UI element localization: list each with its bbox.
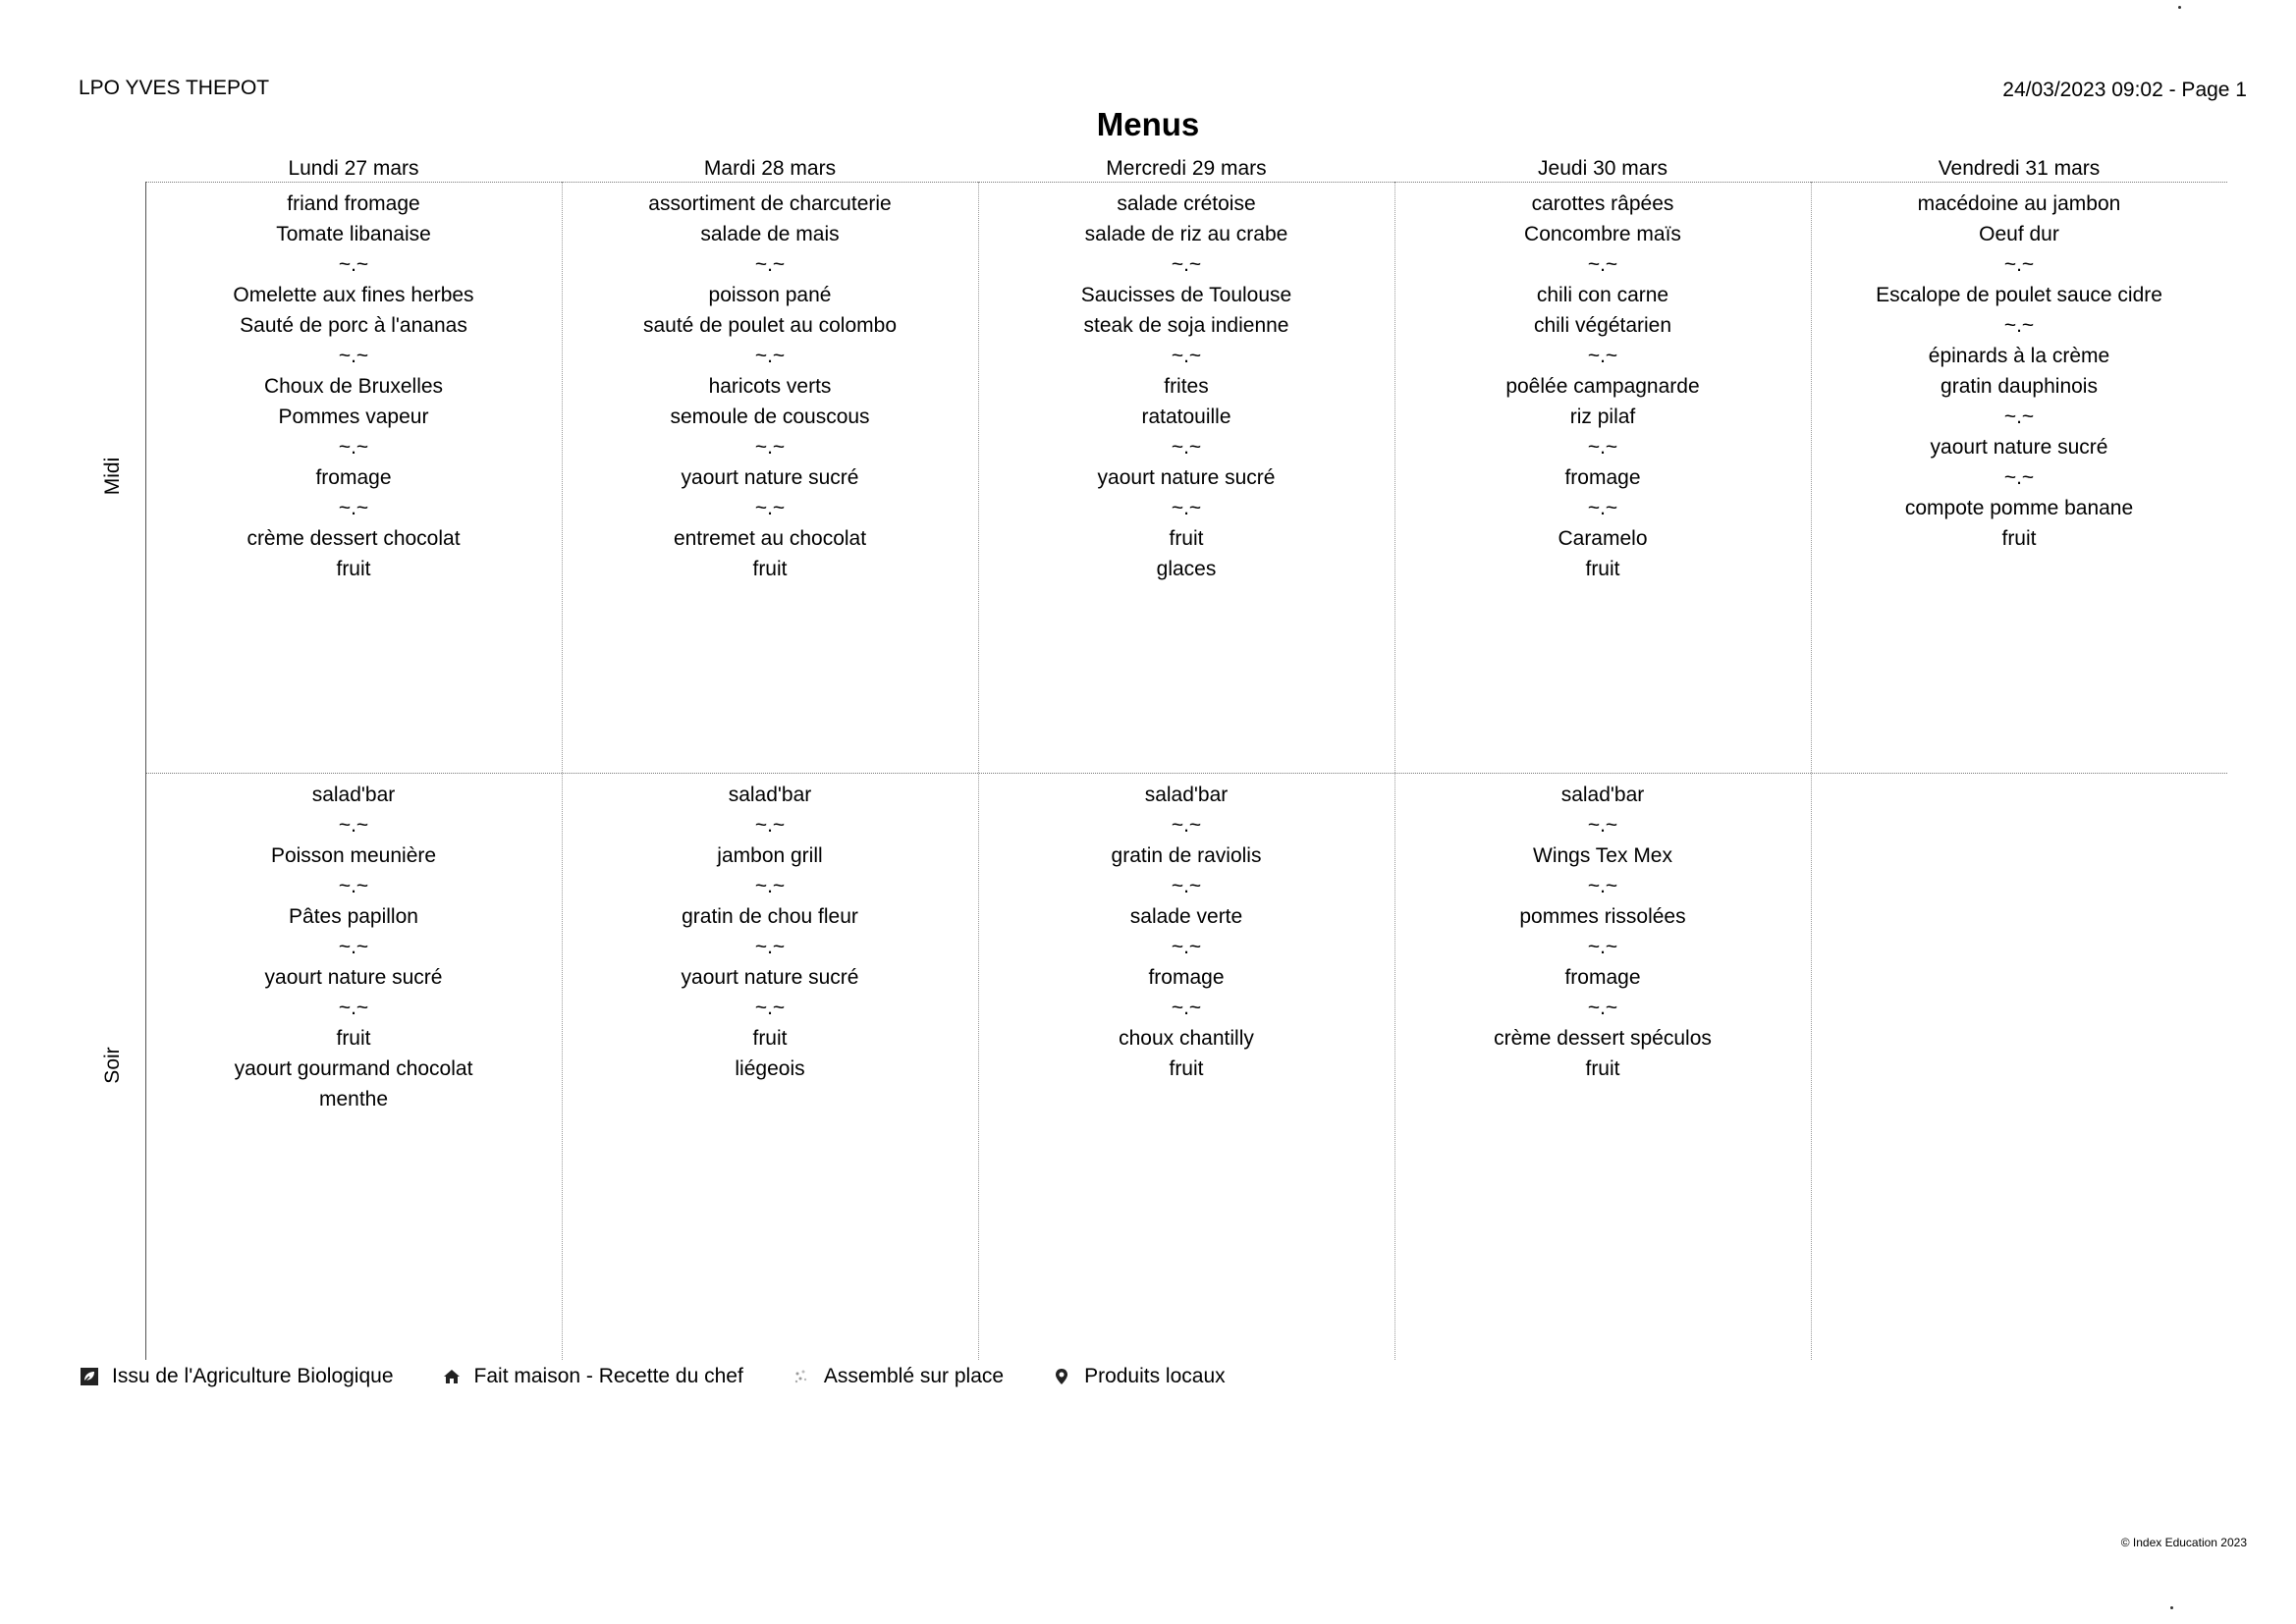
header-divider [145, 182, 2227, 183]
menu-item: épinards à la crème [1928, 345, 2110, 367]
menu-item: salade verte [1129, 905, 1243, 928]
menu-item: carottes râpées [1531, 192, 1674, 215]
menu-item: Tomate libanaise [276, 223, 431, 245]
course-separator: ~.~ [1587, 436, 1618, 459]
legend-label-organic: Issu de l'Agriculture Biologique [112, 1365, 394, 1387]
menu-item: choux chantilly [1119, 1027, 1254, 1050]
menu-item: entremet au chocolat [673, 527, 867, 550]
course-separator: ~.~ [2003, 253, 2035, 276]
course-separator: ~.~ [754, 345, 786, 367]
course-separator: ~.~ [1587, 497, 1618, 519]
course-separator: ~.~ [1171, 497, 1202, 519]
menu-item: jambon grill [717, 844, 823, 867]
course-separator: ~.~ [1587, 936, 1618, 958]
menu-item: Saucisses de Toulouse [1080, 284, 1292, 306]
course-separator: ~.~ [2003, 314, 2035, 337]
course-separator: ~.~ [1171, 814, 1202, 837]
menu-item: gratin dauphinois [1941, 375, 2098, 398]
menu-item: salad'bar [311, 784, 396, 806]
menu-item: fruit [752, 1027, 788, 1050]
menu-item: yaourt gourmand chocolat [234, 1057, 473, 1080]
course-separator: ~.~ [1171, 345, 1202, 367]
day-header-wednesday: Mercredi 29 mars [1106, 157, 1267, 180]
menu-item: semoule de couscous [670, 406, 870, 428]
course-separator: ~.~ [754, 436, 786, 459]
menu-item: salad'bar [1560, 784, 1645, 806]
course-separator: ~.~ [338, 936, 369, 958]
meal-label-midi: Midi [101, 457, 124, 496]
menu-item: salade de riz au crabe [1084, 223, 1288, 245]
legend-label-homemade: Fait maison - Recette du chef [473, 1365, 743, 1387]
menu-item: Wings Tex Mex [1533, 844, 1672, 867]
menu-item: salad'bar [1144, 784, 1229, 806]
course-separator: ~.~ [1587, 814, 1618, 837]
menu-item: riz pilaf [1569, 406, 1636, 428]
school-name: LPO YVES THEPOT [79, 77, 270, 99]
legend-item-organic [79, 1365, 394, 1388]
legend-item-assembled [791, 1365, 1004, 1388]
legend-label-local: Produits locaux [1084, 1365, 1226, 1387]
menu-item: crème dessert chocolat [246, 527, 461, 550]
course-separator: ~.~ [754, 253, 786, 276]
midi-menu-monday [145, 189, 562, 584]
day-header-tuesday: Mardi 28 mars [703, 157, 837, 180]
soir-menu-wednesday [978, 780, 1394, 1084]
course-separator: ~.~ [754, 936, 786, 958]
meal-label-soir: Soir [101, 1047, 124, 1084]
location-pin-icon [1051, 1366, 1072, 1387]
soir-menu-tuesday [562, 780, 978, 1084]
course-separator: ~.~ [1171, 875, 1202, 897]
scan-speck [2178, 6, 2181, 9]
menu-item: yaourt nature sucré [264, 966, 443, 989]
soir-menu-thursday [1394, 780, 1811, 1084]
menu-item: macédoine au jambon [1917, 192, 2121, 215]
organic-icon [79, 1366, 100, 1387]
course-separator: ~.~ [2003, 406, 2035, 428]
day-header-thursday: Jeudi 30 mars [1538, 157, 1667, 180]
soir-menu-monday [145, 780, 562, 1114]
page-info: 24/03/2023 09:02 - Page 1 [2002, 79, 2247, 101]
menu-item: compote pomme banane [1904, 497, 2134, 519]
house-icon [441, 1366, 463, 1387]
menu-item: Pommes vapeur [278, 406, 429, 428]
menu-item: fruit [1585, 558, 1620, 580]
menu-item: liégeois [735, 1057, 805, 1080]
menu-item: yaourt nature sucré [1930, 436, 2108, 459]
menu-item: Choux de Bruxelles [263, 375, 444, 398]
menu-item: chili végétarien [1533, 314, 1672, 337]
day-header-monday: Lundi 27 mars [288, 157, 419, 180]
day-header-friday: Vendredi 31 mars [1938, 157, 2101, 180]
menu-item: fruit [1585, 1057, 1620, 1080]
menu-item: yaourt nature sucré [681, 466, 859, 489]
course-separator: ~.~ [1587, 997, 1618, 1019]
midi-menu-friday [1811, 189, 2227, 554]
copyright: © Index Education 2023 [2120, 1536, 2247, 1549]
menu-item: salade crétoise [1117, 192, 1256, 215]
menu-item: fromage [315, 466, 392, 489]
menu-item: Poisson meunière [270, 844, 437, 867]
legend [79, 1365, 1273, 1388]
course-separator: ~.~ [338, 875, 369, 897]
menu-item: menthe [318, 1088, 389, 1110]
midi-menu-wednesday [978, 189, 1394, 584]
menu-item: Escalope de poulet sauce cidre [1876, 284, 2162, 306]
menu-item: Concombre maïs [1524, 223, 1681, 245]
midi-menu-thursday [1394, 189, 1811, 584]
course-separator: ~.~ [338, 814, 369, 837]
menu-item: fromage [1148, 966, 1225, 989]
course-separator: ~.~ [338, 345, 369, 367]
menu-item: gratin de raviolis [1111, 844, 1262, 867]
menu-item: friand fromage [287, 192, 420, 215]
midi-menu-tuesday [562, 189, 978, 584]
course-separator: ~.~ [1171, 253, 1202, 276]
course-separator: ~.~ [1587, 875, 1618, 897]
legend-item-local [1051, 1365, 1226, 1388]
course-separator: ~.~ [754, 997, 786, 1019]
course-separator: ~.~ [338, 497, 369, 519]
menu-item: Sauté de porc à l'ananas [240, 314, 467, 337]
menu-item: fruit [1169, 527, 1204, 550]
legend-label-assembled: Assemblé sur place [823, 1365, 1005, 1387]
menu-item: fromage [1564, 466, 1641, 489]
menu-item: steak de soja indienne [1083, 314, 1289, 337]
menu-item: gratin de chou fleur [682, 905, 858, 928]
menu-item: salade de mais [700, 223, 840, 245]
menu-item: ratatouille [1141, 406, 1231, 428]
menu-item: pommes rissolées [1519, 905, 1686, 928]
menu-item: Pâtes papillon [289, 905, 418, 928]
menu-item: chili con carne [1536, 284, 1669, 306]
menu-item: crème dessert spéculos [1494, 1027, 1712, 1050]
menu-item: fromage [1564, 966, 1641, 989]
course-separator: ~.~ [754, 875, 786, 897]
menu-item: frites [1164, 375, 1209, 398]
course-separator: ~.~ [1171, 936, 1202, 958]
course-separator: ~.~ [754, 814, 786, 837]
scan-speck [2170, 1606, 2173, 1609]
menu-item: Caramelo [1558, 527, 1648, 550]
course-separator: ~.~ [754, 497, 786, 519]
menu-item: fruit [1169, 1057, 1204, 1080]
menu-item: fruit [336, 558, 371, 580]
menu-item: fruit [752, 558, 788, 580]
course-separator: ~.~ [1587, 253, 1618, 276]
course-separator: ~.~ [338, 253, 369, 276]
course-separator: ~.~ [2003, 466, 2035, 489]
course-separator: ~.~ [338, 436, 369, 459]
menu-item: glaces [1156, 558, 1217, 580]
legend-item-homemade [441, 1365, 743, 1388]
menu-item: sauté de poulet au colombo [642, 314, 898, 337]
menu-item: poisson pané [708, 284, 832, 306]
menu-item: fruit [336, 1027, 371, 1050]
menu-item: haricots verts [708, 375, 832, 398]
course-separator: ~.~ [1587, 345, 1618, 367]
meal-divider [145, 773, 2227, 774]
menu-item: Oeuf dur [1979, 223, 2059, 245]
menu-item: salad'bar [728, 784, 812, 806]
course-separator: ~.~ [338, 997, 369, 1019]
menu-item: fruit [2001, 527, 2037, 550]
menu-item: yaourt nature sucré [681, 966, 859, 989]
course-separator: ~.~ [1171, 997, 1202, 1019]
course-separator: ~.~ [1171, 436, 1202, 459]
menu-item: Omelette aux fines herbes [233, 284, 474, 306]
menu-item: assortiment de charcuterie [648, 192, 892, 215]
menu-item: poêlée campagnarde [1505, 375, 1700, 398]
menu-item: yaourt nature sucré [1097, 466, 1276, 489]
assembled-icon [791, 1366, 812, 1387]
page-title: Menus [1096, 106, 1200, 142]
